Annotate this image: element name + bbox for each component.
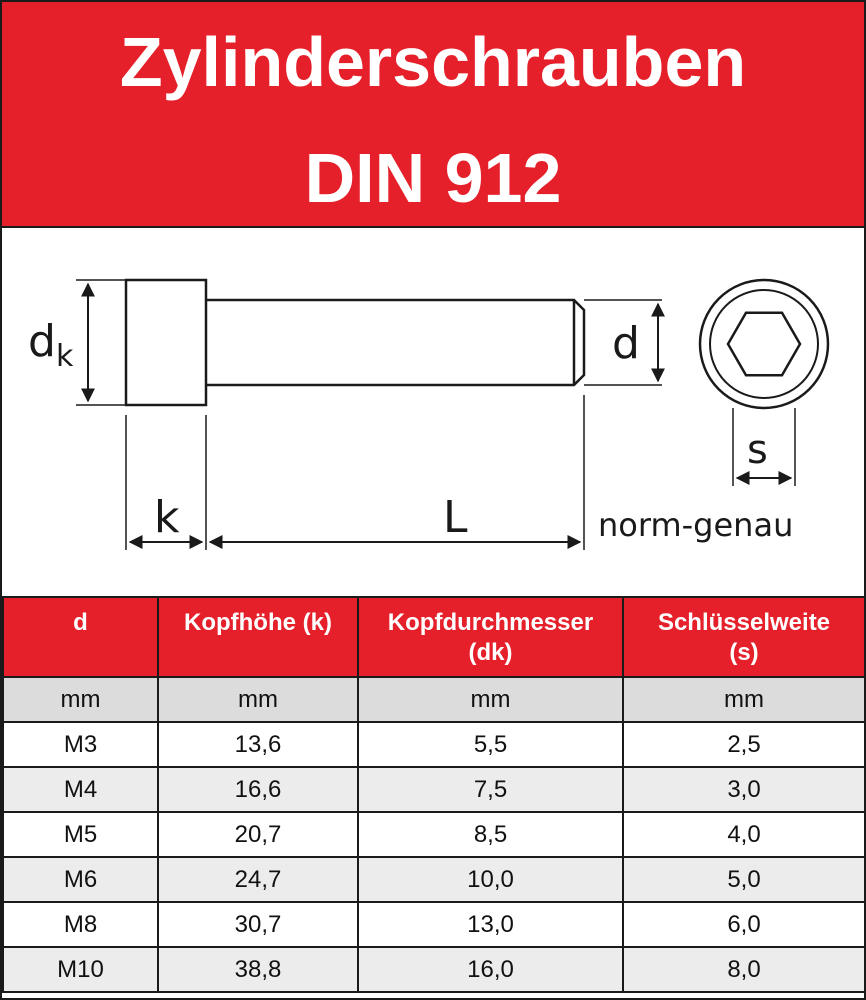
table-cell: 5,0 bbox=[623, 857, 865, 902]
table-cell: 13,6 bbox=[158, 722, 358, 767]
table-cell: M3 bbox=[3, 722, 158, 767]
table-row bbox=[3, 902, 865, 947]
unit-cell: mm bbox=[623, 677, 865, 722]
hex-socket-shape bbox=[728, 313, 800, 375]
L-label: L bbox=[443, 492, 468, 543]
table-cell: 5,5 bbox=[358, 722, 623, 767]
header-kopfdurchmesser: Kopfdurchmesser (dk) bbox=[358, 597, 623, 677]
table-cell: 4,0 bbox=[623, 812, 865, 857]
header-schluesselweite: Schlüsselweite (s) bbox=[623, 597, 865, 677]
table-cell: 38,8 bbox=[158, 947, 358, 992]
head-inner-circle bbox=[710, 290, 818, 398]
dimensions-table bbox=[2, 596, 866, 993]
screw-drawing-svg bbox=[2, 228, 864, 596]
technical-drawing bbox=[2, 228, 864, 596]
title-line-2: DIN 912 bbox=[304, 139, 562, 217]
table-cell: M5 bbox=[3, 812, 158, 857]
table-cell: M4 bbox=[3, 767, 158, 812]
table-cell: 30,7 bbox=[158, 902, 358, 947]
header-kopfhoehe: Kopfhöhe (k) bbox=[158, 597, 358, 677]
table-row bbox=[3, 767, 865, 812]
table-cell: 16,0 bbox=[358, 947, 623, 992]
table-row bbox=[3, 812, 865, 857]
s-label: s bbox=[747, 427, 768, 473]
screw-shaft-shape bbox=[206, 300, 584, 385]
table-cell: 6,0 bbox=[623, 902, 865, 947]
d-label: d bbox=[612, 318, 640, 369]
head-end-view-circle bbox=[700, 280, 828, 408]
table-row bbox=[3, 722, 865, 767]
header-d: d bbox=[3, 597, 158, 677]
table-cell: 24,7 bbox=[158, 857, 358, 902]
screw-head-shape bbox=[126, 280, 206, 405]
table-cell: 2,5 bbox=[623, 722, 865, 767]
table-cell: 7,5 bbox=[358, 767, 623, 812]
table-cell: 8,5 bbox=[358, 812, 623, 857]
title-banner bbox=[2, 2, 864, 228]
unit-cell: mm bbox=[3, 677, 158, 722]
unit-cell: mm bbox=[358, 677, 623, 722]
k-label: k bbox=[154, 492, 180, 543]
table-cell: 20,7 bbox=[158, 812, 358, 857]
table-row bbox=[3, 947, 865, 992]
table-cell: M8 bbox=[3, 902, 158, 947]
table-cell: M6 bbox=[3, 857, 158, 902]
table-row bbox=[3, 857, 865, 902]
unit-cell: mm bbox=[158, 677, 358, 722]
table-cell: 8,0 bbox=[623, 947, 865, 992]
table-cell: M10 bbox=[3, 947, 158, 992]
table-cell: 3,0 bbox=[623, 767, 865, 812]
table-header-row bbox=[3, 597, 865, 677]
table-cell: 13,0 bbox=[358, 902, 623, 947]
title-line-1: Zylinderschrauben bbox=[119, 23, 747, 101]
table-cell: 16,6 bbox=[158, 767, 358, 812]
units-row bbox=[3, 677, 865, 722]
norm-genau-label: norm-genau bbox=[598, 506, 794, 544]
table-cell: 10,0 bbox=[358, 857, 623, 902]
dk-label: $d_k$ bbox=[28, 316, 74, 374]
